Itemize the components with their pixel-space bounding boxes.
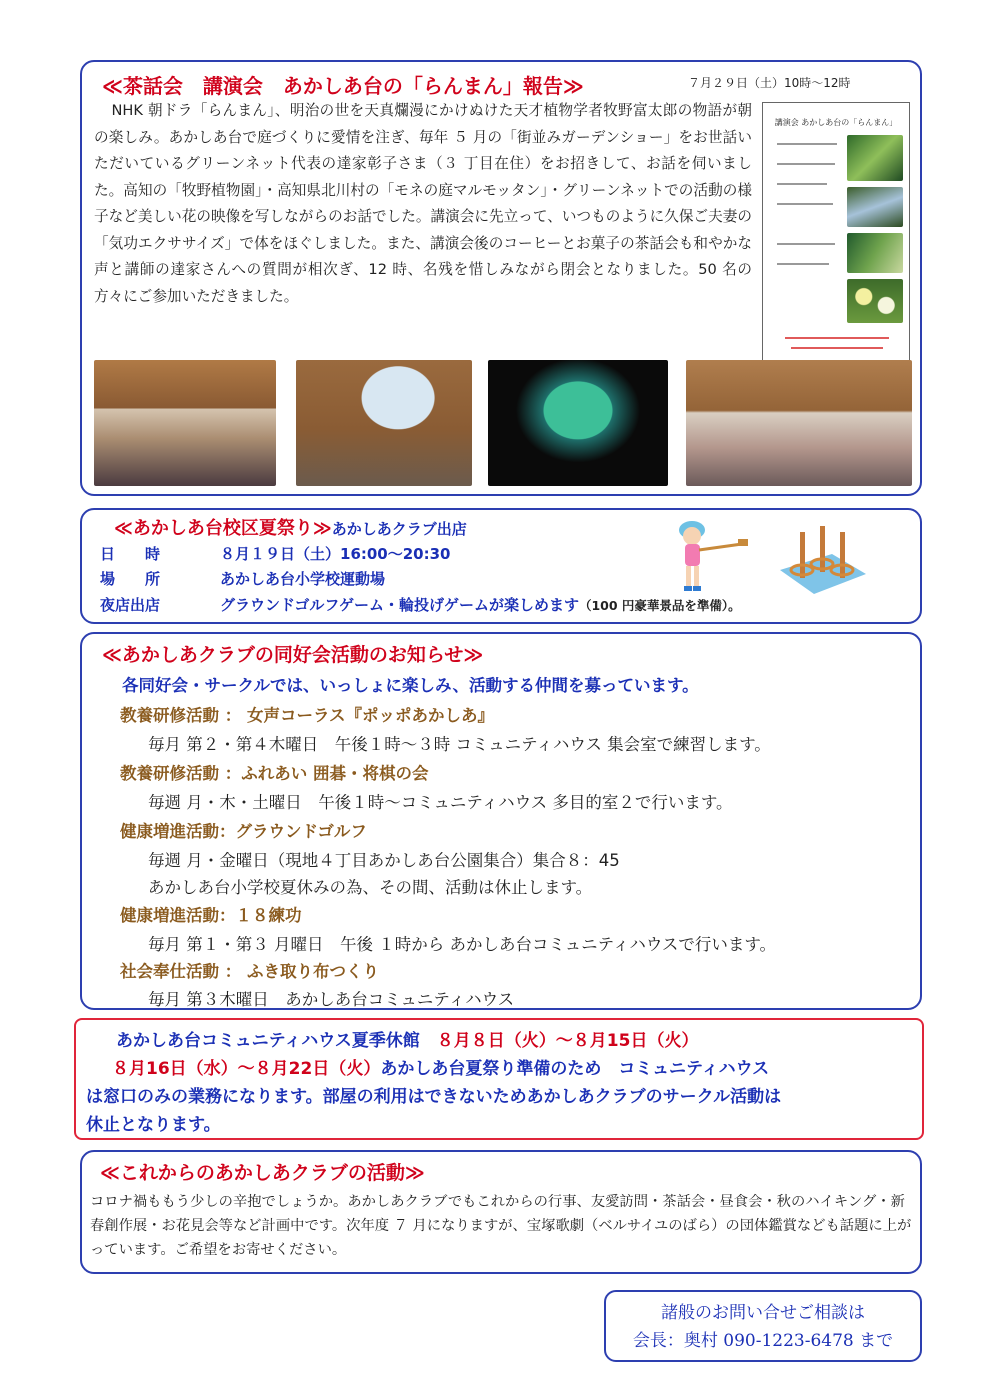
flyer-text-line xyxy=(791,347,883,349)
summer-closure-notice xyxy=(74,1018,924,1140)
talk-body-text: NHK 朝ドラ「らんまん」、明治の世を天真爛漫にかけぬけた天才植物学者牧野富太郎の物語が朝の楽しみ。あかしあ台で庭づくりに愛情を注ぎ、毎年 ５ 月の「街並みガーデンショー」をお世話いただいているグリーンネット代表の達家彰子さま（３ 丁目在住）をお招きして、お話を伺いました。高知の「牧野植物園」・高知県北川村の「モネの庭マルモッタン」・グリーンネットでの活動の様子など美しい花の映像を写しながらのお話でした。講演会に先立って、いつものように久保ご夫妻の「気功エクササイズ」で体をほぐしました。また、講演会後のコーヒーとお菓子の茶話会も和やかな声と講師の達家さんへの質問が相次ぎ、12 時、名残を惜しみながら閉会となりました。50 名の方々にご参加いただきました。 xyxy=(94,102,752,305)
festival-place-value: あかしあ台小学校運動場 xyxy=(220,570,386,588)
flyer-text-line xyxy=(785,337,889,339)
club-detail: 毎週 月・金曜日（現地４丁目あかしあ台公園集合）集合８：45 xyxy=(148,851,620,870)
summer-festival-section xyxy=(80,508,922,624)
flyer-text-line xyxy=(777,203,833,205)
flyer-text-line xyxy=(777,183,827,185)
festival-subtitle: あかしあクラブ出店 xyxy=(331,520,467,538)
talk-date: ７月２９日（土）10時～12時 xyxy=(688,76,851,90)
festival-place-row xyxy=(100,568,385,589)
club-name: グラウンドゴルフ xyxy=(235,822,367,841)
flyer-garden-photo xyxy=(847,135,903,181)
flyer-title: 講演会 あかしあ台の「らんまん」 xyxy=(774,118,898,127)
festival-place-label: 場 所 xyxy=(100,570,161,588)
closure-prep-dates: ８月16日（水）～８月22日（火） xyxy=(112,1059,381,1079)
clubs-title: ≪あかしあクラブの同好会活動のお知らせ≫ xyxy=(102,644,484,666)
festival-stall-row xyxy=(100,594,741,615)
club-name: ふき取り布つくり xyxy=(247,962,379,981)
flyer-text-line xyxy=(777,263,829,265)
future-body: コロナ禍ももう少しの辛抱でしょうか。あかしあクラブでもこれからの行事、友愛訪問・茶話会・昼食会・秋のハイキング・新春創作展・お花見会等など計画中です。次年度 ７ 月になりますが、宝塚歌劇（ベルサイユのばら）の団体鑑賞なども話題に上がっています。ご希望をお寄せください。 xyxy=(90,1194,912,1258)
contact-line-2: 会長：奥村 090-1223-6478 まで xyxy=(632,1331,894,1351)
closure-line-3: は窓口のみの業務になります。部屋の利用はできないためあかしあクラブのサークル活動は xyxy=(86,1087,782,1107)
flyer-text-line xyxy=(777,143,837,145)
festival-stall-note: （100 円豪華景品を準備）。 xyxy=(578,598,741,613)
closure-line-1 xyxy=(116,1026,698,1051)
club-activities-section xyxy=(80,632,922,1010)
closure-prep-reason: あかしあ台夏祭り準備のため コミュニティハウス xyxy=(380,1059,770,1079)
club-category: 健康増進活動： xyxy=(120,906,236,925)
club-heading xyxy=(120,760,429,784)
club-detail: あかしあ台小学校夏休みの為、その間、活動は休止します。 xyxy=(148,878,593,897)
closure-dates: ８月８日（火）～８月15日（火） xyxy=(436,1031,699,1051)
exercise-photo xyxy=(94,360,276,486)
flyer-garden-photo xyxy=(847,233,903,273)
festival-title xyxy=(114,514,467,540)
ring-toss-illustration xyxy=(772,514,872,598)
club-heading xyxy=(120,702,494,726)
lecture-photo xyxy=(296,360,472,486)
club-heading xyxy=(120,818,367,842)
ground-golf-girl-illustration xyxy=(672,514,772,598)
clubs-intro: 各同好会・サークルでは、いっしょに楽しみ、活動する仲間を募っています。 xyxy=(122,676,699,695)
tea-party-photo xyxy=(686,360,912,486)
flyer-text-line xyxy=(777,243,835,245)
club-category: 教養研修活動 ： xyxy=(120,764,242,783)
future-title: ≪これからのあかしあクラブの活動≫ xyxy=(100,1162,425,1184)
club-heading xyxy=(120,902,302,926)
contact-line-1: 諸般のお問い合せご相談は xyxy=(661,1303,865,1323)
festival-stall-value: グラウンドゴルフゲーム・輪投げゲームが楽しめます xyxy=(220,596,579,614)
festival-date-value: ８月１９日（土）16:00～20:30 xyxy=(220,545,451,563)
future-activities-section xyxy=(80,1150,922,1274)
closure-line-4: 休止となります。 xyxy=(86,1115,221,1135)
flyer-text-line xyxy=(777,163,835,165)
closure-facility: あかしあ台コミュニティハウス夏季休館 xyxy=(116,1031,420,1051)
club-detail: 毎月 第２・第４木曜日 午後１時～３時 コミュニティハウス 集会室で練習します。 xyxy=(148,735,771,754)
club-name: 女声コーラス『ポッポあかしあ』 xyxy=(247,706,495,725)
club-name: １８練功 xyxy=(235,906,302,925)
event-flyer-image xyxy=(762,102,910,362)
club-name: ふれあい 囲碁・将棋の会 xyxy=(241,764,429,783)
club-heading xyxy=(120,958,379,982)
contact-box xyxy=(604,1290,922,1362)
talk-title: ≪茶話会 講演会 あかしあ台の「らんまん」報告≫ xyxy=(102,74,584,98)
club-category: 社会奉仕活動 ： xyxy=(120,962,242,981)
talk-body xyxy=(94,98,752,310)
club-category: 健康増進活動： xyxy=(120,822,236,841)
club-category: 教養研修活動 ： xyxy=(120,706,242,725)
talk-report-section xyxy=(80,60,922,496)
club-detail: 毎月 第１・第３ 月曜日 午後 １時から あかしあ台コミュニティハウスで行います。 xyxy=(148,935,777,954)
flyer-flower-photo xyxy=(847,279,903,323)
festival-stall-label: 夜店出店 xyxy=(100,596,161,614)
festival-title-main: ≪あかしあ台校区夏祭り≫ xyxy=(114,518,332,539)
closure-line-2 xyxy=(112,1054,769,1079)
slide-projection-photo xyxy=(488,360,668,486)
flyer-bridge-photo xyxy=(847,187,903,227)
club-detail: 毎月 第３木曜日 あかしあ台コミュニティハウス xyxy=(148,990,515,1009)
festival-date-row xyxy=(100,543,451,564)
festival-date-label: 日 時 xyxy=(100,545,161,563)
club-detail: 毎週 月・木・土曜日 午後１時～コミュニティハウス 多目的室２で行います。 xyxy=(148,793,733,812)
